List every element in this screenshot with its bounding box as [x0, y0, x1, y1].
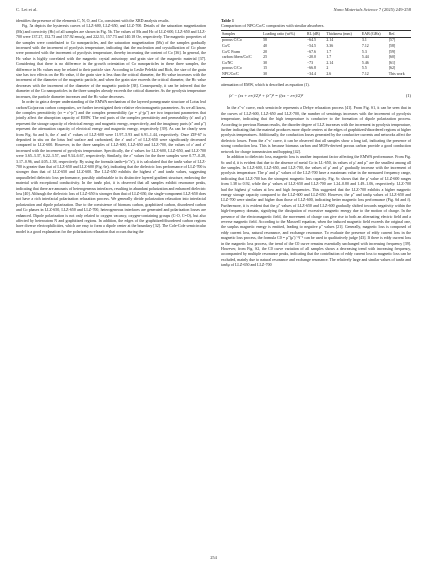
table-cell: [60]: [388, 55, 396, 60]
table-cell: 30: [262, 71, 306, 77]
table-cell: carbon fibers/Co/C: [222, 55, 252, 60]
table-cell: 1.7: [326, 55, 332, 60]
table-cell: −67.6: [306, 49, 316, 54]
running-header: [16, 7, 411, 16]
table-cell: 2: [326, 66, 329, 71]
table-cell: 2.14: [326, 60, 334, 65]
table-cell: 5.5: [361, 66, 367, 71]
table-cell: −66.8: [306, 66, 316, 71]
table-cell: −54.5: [306, 43, 316, 48]
table-cell: [57]: [388, 38, 396, 43]
table-cell: 20: [263, 49, 268, 54]
equation-number: (1): [405, 93, 411, 99]
table-cell: 5.3: [361, 49, 367, 54]
table-cell: 5.46: [361, 60, 369, 65]
table-cell: 7.12: [361, 71, 388, 77]
table-caption: [221, 18, 411, 28]
paragraph: Fig. 5a depicts the hysteresis curves of LLZ-600, LLZ-650, and LLZ-700. Details of the saturation magnetization (Ms) and coercivity (Hc) of all samples are shown in Fig. 5b. The values of Ms and Hc of LLZ-600, LLZ-650 and LLZ-700 were 137.27, 152.73 and 157.92 emu/g, and 222.51, 157.73 and 140.18 Oe, respectively. The magnetic properties of the samples were contributed to Co nanoparticles, and the saturation magnetization (Ms) of the samples gradually increased with the increment of pyrolysis temperature, indicating that the nucleation and crystallization of Co phase were promoted with the increment of pyrolysis temperature, thereby increasing the content of Co [36]. In general, the Hc value is highly correlated with the magnetic crystal anisotropy and grain size of the magnetic material [37]. Considering that there is no difference in the growth orientation of Co nanoparticles in these three samples, the difference in Hc values may be related to their particle size. According to Leslie Pelekhi and Rich, the size of the grain size has two effects on the Hc value, if the grain size is less than the critical diameter, the Hc value increases with the increment of the diameter of the magnetic particle, and when the grain size exceeds the critical diameter, the Hc value decreases with the increment of the diameter of the magnetic particle [38]. Consequently, it can be inferred that the diameter of the Co nanoparticles in the three samples already exceeds the critical diameter. As the pyrolysis temperature increases, the particle diameter increases and the Hc value decreases.: [16, 23, 206, 99]
table-cell: 30: [263, 60, 268, 65]
header-authors: C. Lei et al.: [16, 7, 38, 12]
header-volume-pages: 7 (2025) 249-258: [378, 7, 411, 12]
table-header-cell: Thickness (mm): [325, 31, 361, 38]
table-cell: 40: [263, 43, 268, 48]
header-journal: Nano Materials Science: [333, 7, 378, 12]
table-cell: −20.0: [306, 55, 316, 60]
table-cell: 1.7: [326, 49, 332, 54]
paragraph: identifies the presence of the elements C, N, O, and Co, consistent with the XRD analysis results.: [16, 18, 170, 23]
table-header-cell: Loading ratio (wt%): [262, 31, 306, 38]
table-cell: [61]: [388, 60, 396, 65]
table-cell: −73: [306, 60, 314, 65]
table-cell: 3.1: [361, 38, 367, 43]
table-row: [221, 71, 411, 77]
table-cell: porous C/Co: [222, 66, 242, 71]
paragraph: attenuation of EMW, which is described as equation (1).: [221, 82, 310, 88]
equation-1: [221, 90, 411, 102]
table-cell: Co/C Foam: [222, 49, 241, 54]
paragraph: In the ε″-ε′ curve, each semicircle represents a Debye relaxation process [41]. From Fig. S1, it can be seen that in the curves of LLZ-600, LLZ-650 and LLZ-700, the number of semirings increases with the increment of pyrolysis temperature, indicating that the high temperature is conducive to the formation of dipole polarization process. According to previous Raman results, the disorder degree of LLZ increases with the increment in pyrolysis temperature, further indicating that the material produces more dipole centers at the edges of graphitized/disordered regions at higher pyrolysis temperatures. Additionally, the conduction losses generated by the conductive currents and networks affect the dielectric losses. From the ε″-ε′ curve, it can be observed that all samples show a long tail, indicating the presence of strong conduction loss. This is because biomass carbon and MOFs-derived porous carbon provide a good conduction network for charge transmission and hopping [42].: [221, 105, 411, 154]
table-header-cell: Ref.: [388, 31, 411, 38]
table-cell: Co/C: [222, 43, 231, 48]
table-cell: 2.14: [326, 38, 334, 43]
table-cell: 5.44: [361, 55, 369, 60]
right-column: [221, 18, 411, 268]
table-cell: 15: [263, 66, 268, 71]
table-cell: 7.12: [361, 43, 369, 48]
table-cell: [59]: [388, 49, 396, 54]
paragraph: In order to gain a deeper understanding of the EMWA mechanism of the layered pomegranate structure of Lotus leaf carbon/Co/porous carbon composites, we further investigated their relative electromagnetic parameters. As we all know, the complex permittivity (εr = ε′-jε″) and the complex permeability (μr = μ′-jμ″) are two important parameters that jointly affect the absorption capacity of EMW. The real parts of the complex permittivity and permeability (ε′ and μ′) represent the storage capacity of electrical energy and magnetic energy, respectively, and the imaginary parts (ε″ and μ″) represent the attenuation capacity of electrical energy and magnetic energy, respectively [39]. As can be clearly seen from Fig. 6a and b, the ε′ and ε″ values of LLZ-600 were 11.97–5.93 and 6.91–1.44, respectively. Once ZIF-67 is deposited in situ on the lotus leaf surface and carbonized, the ε′ and ε″ of LLZ-650 were significantly decreased compared to LLZ-600. However, in the three samples of LLZ-600, LLZ-650 and LLZ-700, the values of ε′ and ε″ increased with the increment of pyrolysis temperature. Specifically, the ε′ values for LLZ-600, LLZ-650, and LLZ-700 were 3.65–3.37, 6.22–3.57, and 9.34–6.67, respectively. Similarly, the ε″ values for the three samples were 0.77–0.28, 3.17–0.96, and 4.05–1.38, respectively. By using the formula tanδε=(ε″/ε′), it is calculated that the tanδε value of LLZ-700 is greater than that of LLZ-650 and LLZ-600 (Fig. 6e), indicating that the dielectric loss performance of LLZ-700 is stronger than that of LLZ-650 and LLZ-600. The LLZ-650 exhibits the highest ε″ and tanδε values, suggesting unparalleled dielectric loss performance, possibly attributable to its distinctive layered gradient structure, endowing the material with exceptional conductivity. In the tanδε plot, it is observed that all samples exhibit resonance peaks, indicating that there are amounts of heterogeneous interfaces, resulting in abundant polarization and enhanced dielectric loss [40]. Although the dielectric loss of LLZ-650 is stronger than that of LLZ-650, the single-component LLZ-650 does not have a rich interfacial polarization relaxation process. We generally divide polarization relaxation into interfacial polarization and dipole polarization. Due to the coexistence of biomass carbon, graphitized carbon, disordered carbon and Co phases in LLZ-650, LLZ-650 and LLZ-700, heterogeneous interfaces are generated and polarization losses are enhanced. Dipole polarization is not only related to oxygen vacancy, oxygen-containing groups (C-O, C=O), but also affected by heteroatom N and graphitized regions. In addition, the edges of the graphitized/disordered carbon regions have diverse electrophilicities, which are easy to form a dipole center at the boundary [32]. The Cole-Cole semicircular model is a good explanation for the polarization relaxation that occurs during the: [16, 99, 206, 234]
table-cell: This work: [388, 71, 411, 77]
table-cell: porous C/Co: [222, 38, 242, 43]
table-header-row: [221, 31, 411, 38]
table-cell: −64.5: [306, 38, 316, 43]
header-journal-info: [334, 7, 411, 12]
table-title: Comparison of NPC/Co/C composites with similar absorbers.: [221, 23, 325, 28]
table-cell: NPC/Co/C: [221, 71, 262, 77]
table-cell: [58]: [388, 43, 396, 48]
table-header-cell: Samples: [221, 31, 262, 38]
table-header-cell: RL (dB): [306, 31, 325, 38]
paragraph: In addition to dielectric loss, magnetic loss is another important factor affecting the EMWA performance. From Fig. 6c and d, it is evident that due to the absence of metal Co in LL-650, its values of μ′ and μ″ are the smallest among all the samples. In LLZ-600, LLZ-650, and LLZ-700, the values of μ′ and μ″ gradually increase with the increment of pyrolysis temperature. The μ′ and μ″ values of the LLZ-700 have a maximum value in the measured frequency range, indicating that LLZ-700 has the strongest magnetic loss capacity. Fig. 6c shows that the μ′ value of LLZ-600 ranges from 1.38 to 0.92, while the μ′ values of LLZ-650 and LLZ-700 are 1.24–0.80 and 1.49–1.06, respectively. LLZ-700 had the highest μ′ values at low and high frequencies. This suggested that the LLZ-700 exhibits a higher magnetic energy storage capacity compared to the LLZ-600 and LLZ-650. However, the μ″ and tanδμ values of LLZ-650 and LLZ-700 were similar and higher than those of LLZ-600, indicating better magnetic loss performance (Fig. 6d and f). Furthermore, it is evident that the μ″ values of LLZ-650 and LLZ-600 gradually shifted towards negativity within the high-frequency domain, signifying the dissipation of excessive magnetic energy due to the motion of charge. In the presence of the electromagnetic field, the movement of charge can give rise to both an alternating electric field and a reverse magnetic field. According to the Maxwell equation, when the induced magnetic field exceeds the original one, the surplus magnetic energy is emitted, leading to negative μ″ values [21]. Generally, magnetic loss is composed of eddy current loss, natural resonance, and exchange resonance. To evaluate the presence of eddy current loss in the magnetic loss process, the formula C0 = μ″(μ′)⁻²f⁻¹ can be used to qualitatively judge [43]. If there is eddy current loss in the magnetic loss process, the trend of the C0 curve remains essentially unchanged with increasing frequency [39]. However, from Fig. S2, the C0 curve variation of all samples shows a decreasing trend with increasing frequency, accompanied by multiple resonance peaks, indicating that the contribution of eddy current loss to magnetic loss can be excluded, mainly due to natural resonance and exchange resonance. The relatively large and similar values of tanδε and tanδμ of LLZ-650 and LLZ-700: [221, 154, 411, 268]
equation-body: (ε′ − (εs + ε∞)/2)² + (ε″)² = ((εs − ε∞)/2)²: [229, 93, 304, 99]
comparison-table: [221, 30, 411, 78]
table-cell: 25: [263, 55, 268, 60]
table-cell: 3.36: [326, 43, 334, 48]
table-cell: [62]: [388, 66, 396, 71]
page-number: 254: [210, 555, 217, 560]
table-cell: 2.6: [325, 71, 361, 77]
table-cell: −34.4: [306, 71, 325, 77]
table-label: Table 1: [221, 18, 234, 23]
table-header-cell: EAB (GHz): [361, 31, 388, 38]
table-cell: Co/NC: [222, 60, 234, 65]
table-cell: 50: [263, 38, 268, 43]
left-column: [16, 18, 206, 234]
